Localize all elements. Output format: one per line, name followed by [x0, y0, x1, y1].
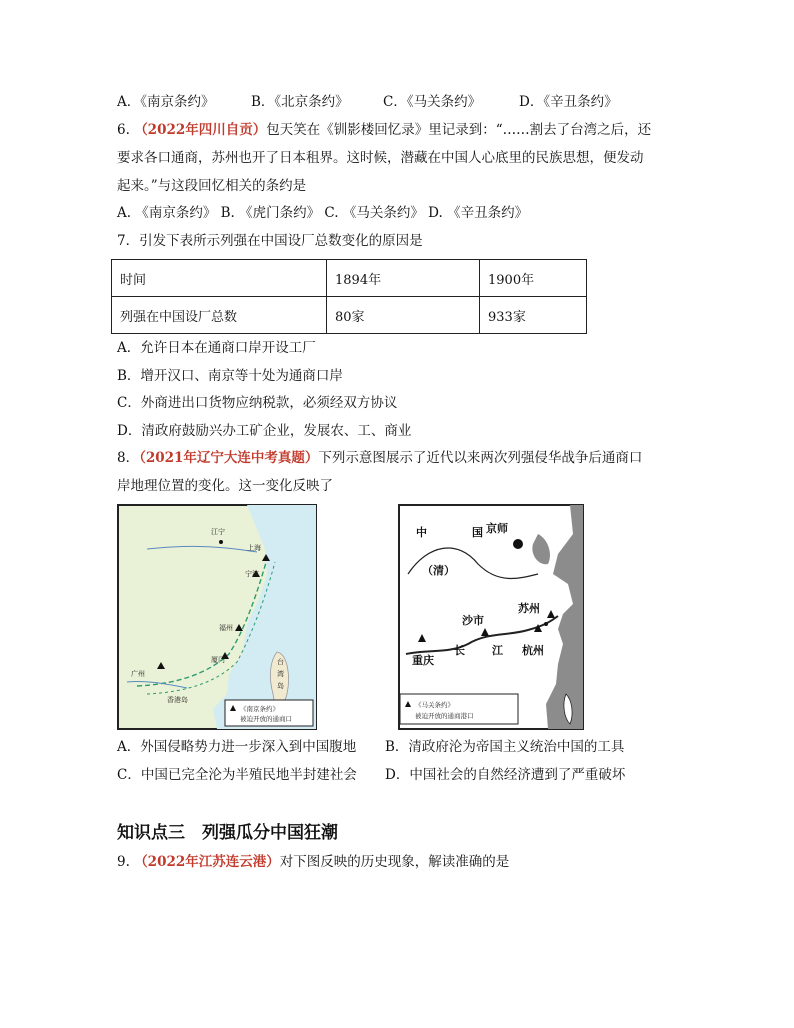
q6-text1: 包天笑在《钏影楼回忆录》里记录到：“……割去了台湾之后，还: [266, 122, 652, 138]
map2-label: 国: [472, 526, 483, 539]
q8-number: 8．: [117, 450, 140, 466]
q5-option-c: C．《马关条约》: [383, 94, 482, 110]
map2-label: （清）: [422, 564, 455, 577]
nanjing-treaty-map: [117, 504, 317, 730]
map1-label: 台: [277, 658, 284, 666]
q9-number: 9.: [117, 854, 130, 870]
q6-number: 6.: [117, 122, 130, 138]
map1-label: 岛: [277, 682, 284, 690]
q8-source: （2021年辽宁大连中考真题）: [139, 450, 319, 466]
q5-option-a: A．《南京条约》: [117, 94, 215, 110]
map2-label: 沙市: [462, 614, 484, 627]
table-cell: 1894年: [327, 260, 480, 297]
section-heading: 知识点三 列强瓜分中国狂潮: [117, 823, 338, 843]
map1-label: 福州: [219, 624, 233, 632]
map2-legend: [400, 694, 518, 724]
table-cell: 1900年: [480, 260, 587, 297]
q8-text1: 下列示意图展示了近代以来两次列强侵华战争后通商口: [318, 450, 643, 466]
q8-line1: [117, 448, 642, 468]
q8-option-d: D．中国社会的自然经济遭到了严重破坏: [385, 767, 626, 783]
q7-option-d: D．清政府鼓励兴办工矿企业，发展农、工、商业: [117, 423, 412, 439]
q7-table: [111, 259, 587, 334]
q5-option-b: B．《北京条约》: [251, 94, 349, 110]
q9-text: 对下图反映的历史现象，解读准确的是: [279, 854, 510, 870]
map2-label: 长: [454, 644, 465, 657]
map1-legend-title: 《南京条约》: [240, 705, 279, 713]
q6-line3: 起来。”与这段回忆相关的条约是: [117, 178, 307, 194]
q5-options-row: [117, 92, 618, 112]
q7-option-b: B．增开汉口、南京等十处为通商口岸: [117, 368, 343, 384]
map2-label: 江: [492, 644, 503, 657]
q7-option-c: C．外商进出口货物应纳税款，必须经双方协议: [117, 395, 398, 411]
table-row: [112, 297, 587, 334]
q6-line1: [117, 120, 651, 140]
q7-option-a: A．允许日本在通商口岸开设工厂: [117, 340, 316, 356]
map2-legend-desc: 被迫开放的通商港口: [415, 712, 474, 720]
map1-legend: [225, 700, 313, 726]
q8-options-row2: [117, 765, 625, 785]
table-cell: 列强在中国设厂总数: [112, 297, 327, 334]
table-cell: 时间: [112, 260, 327, 297]
q9-line: [117, 852, 509, 872]
q8-options-row1: [117, 737, 624, 757]
q5-option-d: D．《辛丑条约》: [519, 94, 618, 110]
map1-label: 宁波: [245, 570, 259, 578]
map2-label: 重庆: [412, 654, 434, 667]
map2-label: 中: [416, 526, 427, 539]
table-cell: 933家: [480, 297, 587, 334]
q9-source: （2022年江苏连云港）: [134, 854, 280, 870]
map1-label: 厦门: [211, 656, 225, 664]
map1-label: 江宁: [211, 528, 225, 536]
map2-label: 京师: [486, 522, 508, 535]
q6-line2: 要求各口通商，苏州也开了日本租界。这时候，潜藏在中国人心底里的民族思想，便发动: [117, 150, 644, 166]
q6-source: （2022年四川自贡）: [134, 122, 267, 138]
table-row: [112, 260, 587, 297]
q8-line2: 岸地理位置的变化。这一变化反映了: [117, 478, 333, 494]
map2-legend-title: 《马关条约》: [415, 701, 454, 709]
map2-label: 苏州: [518, 602, 540, 615]
map1-label: 上海: [247, 544, 261, 552]
q8-option-b: B．清政府沦为帝国主义统治中国的工具: [385, 739, 625, 755]
q7-stem: 7．引发下表所示列强在中国设厂总数变化的原因是: [117, 233, 423, 249]
map1-label: 湾: [277, 670, 284, 678]
q6-options: A. 《南京条约》 B. 《虎门条约》 C. 《马关条约》 D. 《辛丑条约》: [117, 205, 529, 221]
shimonoseki-treaty-map: [398, 504, 584, 730]
table-cell: 80家: [327, 297, 480, 334]
map1-label: 广州: [131, 670, 145, 678]
map1-legend-desc: 被迫开放的通商口: [240, 715, 292, 723]
map1-label: 香港岛: [167, 696, 188, 704]
q8-option-c: C．中国已完全沦为半殖民地半封建社会: [117, 767, 357, 783]
map2-label: 杭州: [522, 644, 544, 657]
q8-option-a: A．外国侵略势力进一步深入到中国腹地: [117, 739, 357, 755]
